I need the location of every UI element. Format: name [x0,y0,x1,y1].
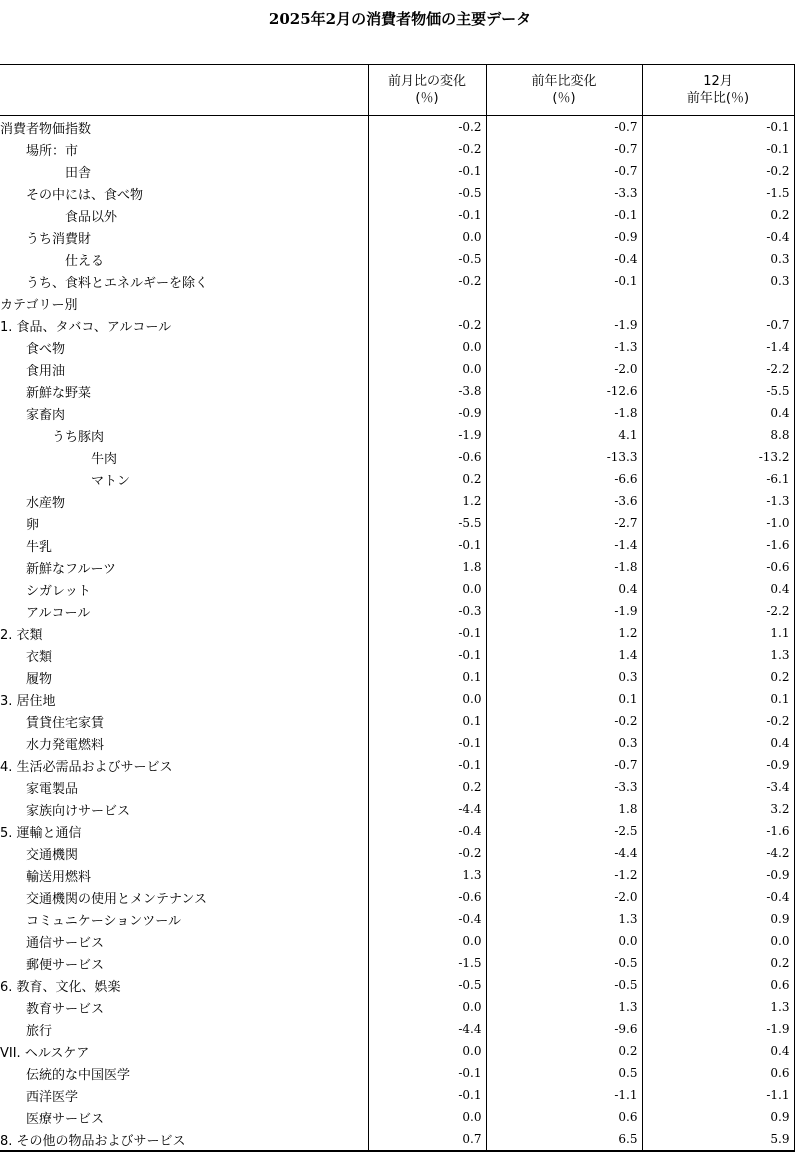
cell-year-on-year: 4.1 [486,424,642,446]
cell-month-on-month: 0.0 [368,930,486,952]
table-row [0,930,794,952]
cell-month-on-month: -0.6 [368,886,486,908]
row-label: 家畜肉 [26,407,66,423]
row-label: 輸送用燃料 [26,869,92,885]
cell-year-on-year: -3.6 [486,490,642,512]
cell-december-yoy: -0.7 [642,314,794,336]
cell-december-yoy: 0.4 [642,402,794,424]
row-label: 衣類 [26,649,53,665]
row-label: 旅行 [26,1023,53,1039]
cell-december-yoy: -1.9 [642,1018,794,1040]
header-category [0,65,368,116]
cell-year-on-year: -4.4 [486,842,642,864]
table-row [0,710,794,732]
cell-year-on-year: 0.3 [486,666,642,688]
row-label: マトン [91,473,131,489]
cell-december-yoy: 5.9 [642,1128,794,1151]
cell-december-yoy: 3.2 [642,798,794,820]
table-row [0,776,794,798]
cell-december-yoy: 0.2 [642,204,794,226]
cell-month-on-month: 0.2 [368,468,486,490]
cell-month-on-month: 0.0 [368,1106,486,1128]
row-label: アルコール [26,605,91,621]
row-label: 医療サービス [26,1111,105,1127]
cell-december-yoy: -1.1 [642,1084,794,1106]
table-row [0,1062,794,1084]
cell-month-on-month: 1.3 [368,864,486,886]
cell-month-on-month: -0.3 [368,600,486,622]
cell-year-on-year: 0.5 [486,1062,642,1084]
cell-month-on-month: 0.2 [368,776,486,798]
cell-december-yoy: -1.5 [642,182,794,204]
row-label: 新鮮なフルーツ [26,561,116,577]
cell-year-on-year: -0.7 [486,116,642,139]
cell-december-yoy: -3.4 [642,776,794,798]
cell-december-yoy: -2.2 [642,358,794,380]
cell-year-on-year: -3.3 [486,182,642,204]
row-label: 家族向けサービス [26,803,131,819]
cell-december-yoy: -6.1 [642,468,794,490]
cell-december-yoy: 1.3 [642,996,794,1018]
row-label: 交通機関 [26,847,79,863]
cell-month-on-month: -0.1 [368,754,486,776]
header-month-on-month-line2: (％) [415,91,439,106]
cell-year-on-year: -1.9 [486,600,642,622]
cell-year-on-year: 1.2 [486,622,642,644]
cell-december-yoy: 0.0 [642,930,794,952]
cell-year-on-year: -1.1 [486,1084,642,1106]
table-row [0,116,794,139]
page-title: 2025年2月の消費者物価の主要データ [268,10,532,28]
table-row [0,732,794,754]
cell-year-on-year: -0.7 [486,754,642,776]
cell-month-on-month: -4.4 [368,1018,486,1040]
row-label: 1. 食品、タバコ、アルコール [0,319,172,335]
row-label: 3. 居住地 [0,693,56,709]
cell-december-yoy: -1.0 [642,512,794,534]
table-row [0,952,794,974]
row-label: 牛肉 [91,451,118,467]
table-row [0,996,794,1018]
cell-december-yoy: -5.5 [642,380,794,402]
table-row [0,512,794,534]
table-row [0,644,794,666]
cell-december-yoy: -1.4 [642,336,794,358]
row-label: 食べ物 [26,341,66,357]
cell-december-yoy: -0.4 [642,886,794,908]
cell-year-on-year [486,292,642,314]
row-label: 田舎 [65,165,92,181]
cell-year-on-year: -9.6 [486,1018,642,1040]
row-label: 交通機関の使用とメンテナンス [26,891,207,907]
cell-month-on-month: -0.5 [368,974,486,996]
table-row [0,798,794,820]
cell-year-on-year: -2.5 [486,820,642,842]
header-year-on-year-line1: 前年比変化 [531,74,597,89]
table-row [0,1040,794,1062]
cell-month-on-month: -0.2 [368,270,486,292]
cell-month-on-month: -5.5 [368,512,486,534]
cell-month-on-month: -0.1 [368,644,486,666]
cell-month-on-month: -0.9 [368,402,486,424]
row-label: カテゴリー別 [0,297,78,313]
row-label: 食用油 [26,363,66,379]
table-row [0,380,794,402]
table-row [0,534,794,556]
row-label: 場所：市 [26,143,79,159]
row-label: 西洋医学 [26,1089,79,1105]
cell-december-yoy: 0.4 [642,578,794,600]
row-label: 新鮮な野菜 [26,385,92,401]
table-row [0,556,794,578]
cell-month-on-month: -0.2 [368,116,486,139]
cell-december-yoy: -0.2 [642,710,794,732]
table-row [0,446,794,468]
cell-month-on-month: -0.2 [368,842,486,864]
table-body [0,116,794,1152]
cell-year-on-year: -0.4 [486,248,642,270]
row-label: 消費者物価指数 [0,121,92,137]
cell-december-yoy: -0.9 [642,864,794,886]
cell-month-on-month: -1.5 [368,952,486,974]
cell-month-on-month: 0.0 [368,358,486,380]
cell-year-on-year: 0.6 [486,1106,642,1128]
table-row [0,820,794,842]
table-row [0,138,794,160]
table-row [0,226,794,248]
cell-year-on-year: -0.1 [486,204,642,226]
cell-december-yoy: -0.6 [642,556,794,578]
cell-year-on-year: -1.8 [486,556,642,578]
cell-month-on-month: -0.4 [368,820,486,842]
cpi-data-table [0,64,795,1152]
cell-month-on-month: -0.1 [368,732,486,754]
row-label: 教育サービス [26,1001,105,1017]
table-row [0,974,794,996]
row-label: 履物 [26,671,53,687]
table-row [0,358,794,380]
row-label: 水産物 [26,495,66,511]
cell-year-on-year: -0.2 [486,710,642,732]
cell-month-on-month: 1.8 [368,556,486,578]
row-label: 牛乳 [26,539,53,555]
table-row [0,1128,794,1151]
row-label: うち、食料とエネルギーを除く [26,275,209,291]
table-row [0,578,794,600]
cell-year-on-year: 0.4 [486,578,642,600]
cell-year-on-year: -13.3 [486,446,642,468]
cell-december-yoy: 0.9 [642,908,794,930]
table-row [0,468,794,490]
cell-month-on-month: -0.5 [368,182,486,204]
table-row [0,182,794,204]
cell-month-on-month: 0.0 [368,996,486,1018]
cell-year-on-year: -1.2 [486,864,642,886]
table-row [0,270,794,292]
cell-december-yoy: 1.3 [642,644,794,666]
cell-year-on-year: -1.3 [486,336,642,358]
cell-december-yoy: 0.2 [642,952,794,974]
table-row [0,1084,794,1106]
cell-year-on-year: 0.3 [486,732,642,754]
cell-year-on-year: 6.5 [486,1128,642,1151]
row-label: 卵 [26,517,40,533]
cell-month-on-month: -0.2 [368,138,486,160]
cell-month-on-month: -0.1 [368,204,486,226]
cell-year-on-year: -0.1 [486,270,642,292]
cell-year-on-year: -2.0 [486,358,642,380]
cell-year-on-year: 1.3 [486,996,642,1018]
cell-year-on-year: -0.9 [486,226,642,248]
header-december-yoy-line2: 前年比(％) [686,91,750,106]
cell-year-on-year: -1.8 [486,402,642,424]
cell-december-yoy: 0.6 [642,974,794,996]
row-label: 家電製品 [26,781,79,797]
cell-december-yoy: -0.2 [642,160,794,182]
row-label: VII. ヘルスケア [0,1045,90,1061]
cell-december-yoy: 0.1 [642,688,794,710]
row-label: うち消費財 [26,231,92,247]
table-row [0,402,794,424]
cell-year-on-year: 1.4 [486,644,642,666]
cell-month-on-month [368,292,486,314]
cell-december-yoy: -1.6 [642,820,794,842]
header-year-on-year [486,65,642,116]
cell-month-on-month: -0.1 [368,1084,486,1106]
cell-month-on-month: -3.8 [368,380,486,402]
row-label: 食品以外 [65,209,118,225]
cell-year-on-year: -0.7 [486,160,642,182]
cell-december-yoy: 0.9 [642,1106,794,1128]
row-label: その中には、食べ物 [26,187,144,203]
table-row [0,864,794,886]
table-row [0,1106,794,1128]
cell-december-yoy: -1.3 [642,490,794,512]
cell-december-yoy: -13.2 [642,446,794,468]
cell-december-yoy: 0.4 [642,1040,794,1062]
cell-year-on-year: -2.0 [486,886,642,908]
cell-december-yoy: -4.2 [642,842,794,864]
cell-december-yoy: 8.8 [642,424,794,446]
header-year-on-year-line2: (％) [552,91,576,106]
cell-month-on-month: -0.1 [368,622,486,644]
table-row [0,248,794,270]
cell-month-on-month: -0.1 [368,1062,486,1084]
row-label: 仕える [65,253,105,269]
cell-year-on-year: -2.7 [486,512,642,534]
cell-month-on-month: 1.2 [368,490,486,512]
cell-month-on-month: -0.1 [368,160,486,182]
cell-year-on-year: 1.3 [486,908,642,930]
cell-december-yoy: -0.9 [642,754,794,776]
cell-month-on-month: 0.0 [368,1040,486,1062]
row-label: 5. 運輸と通信 [0,825,82,841]
cell-year-on-year: -1.4 [486,534,642,556]
cell-year-on-year: 0.2 [486,1040,642,1062]
row-label: 通信サービス [26,935,105,951]
cell-december-yoy: 0.3 [642,248,794,270]
cell-december-yoy: -2.2 [642,600,794,622]
row-label: 郵便サービス [26,957,105,973]
cell-month-on-month: 0.0 [368,226,486,248]
cell-month-on-month: 0.0 [368,336,486,358]
table-row [0,160,794,182]
cell-year-on-year: -6.6 [486,468,642,490]
cell-year-on-year: -12.6 [486,380,642,402]
row-label: シガレット [26,583,91,599]
cell-month-on-month: -1.9 [368,424,486,446]
table-row [0,754,794,776]
row-label: 2. 衣類 [0,627,43,643]
cell-month-on-month: -0.6 [368,446,486,468]
cell-month-on-month: 0.0 [368,688,486,710]
table-row [0,842,794,864]
table-row [0,886,794,908]
row-label: コミュニケーションツール [26,913,181,929]
cell-december-yoy: -0.4 [642,226,794,248]
cell-month-on-month: -4.4 [368,798,486,820]
cell-month-on-month: 0.7 [368,1128,486,1151]
row-label: 伝統的な中国医学 [26,1067,131,1083]
cell-year-on-year: -0.7 [486,138,642,160]
cell-december-yoy: 0.4 [642,732,794,754]
table-row [0,688,794,710]
header-month-on-month [368,65,486,116]
cell-december-yoy: -0.1 [642,138,794,160]
table-header-row [0,65,794,116]
table-row [0,204,794,226]
cell-year-on-year: -0.5 [486,952,642,974]
cell-year-on-year: -1.9 [486,314,642,336]
cell-month-on-month: -0.5 [368,248,486,270]
table-row [0,490,794,512]
row-label: 賃貸住宅家賃 [26,715,105,731]
table-row [0,292,794,314]
header-december-yoy [642,65,794,116]
header-month-on-month-line1: 前月比の変化 [387,74,466,89]
cell-december-yoy: 1.1 [642,622,794,644]
table-row [0,622,794,644]
cell-december-yoy: -0.1 [642,116,794,139]
table-row [0,600,794,622]
table-row [0,314,794,336]
table-row [0,1018,794,1040]
cell-december-yoy: -1.6 [642,534,794,556]
cell-december-yoy [642,292,794,314]
row-label: 水力発電燃料 [26,737,105,753]
row-label: 8. その他の物品およびサービス [0,1128,368,1151]
header-december-yoy-line1: 12月 [703,74,733,89]
table-row [0,336,794,358]
cell-month-on-month: -0.1 [368,534,486,556]
cell-month-on-month: -0.2 [368,314,486,336]
cell-month-on-month: -0.4 [368,908,486,930]
cell-december-yoy: 0.2 [642,666,794,688]
row-label: 4. 生活必需品およびサービス [0,759,173,775]
cell-year-on-year: 1.8 [486,798,642,820]
row-label: うち豚肉 [52,429,105,445]
table-row [0,424,794,446]
cell-year-on-year: 0.1 [486,688,642,710]
cell-december-yoy: 0.6 [642,1062,794,1084]
table-row [0,908,794,930]
cell-month-on-month: 0.1 [368,666,486,688]
row-label: 6. 教育、文化、娯楽 [0,979,121,995]
cell-year-on-year: -3.3 [486,776,642,798]
cell-december-yoy: 0.3 [642,270,794,292]
cell-year-on-year: 0.0 [486,930,642,952]
cell-month-on-month: 0.0 [368,578,486,600]
table-row [0,666,794,688]
cell-year-on-year: -0.5 [486,974,642,996]
cell-month-on-month: 0.1 [368,710,486,732]
